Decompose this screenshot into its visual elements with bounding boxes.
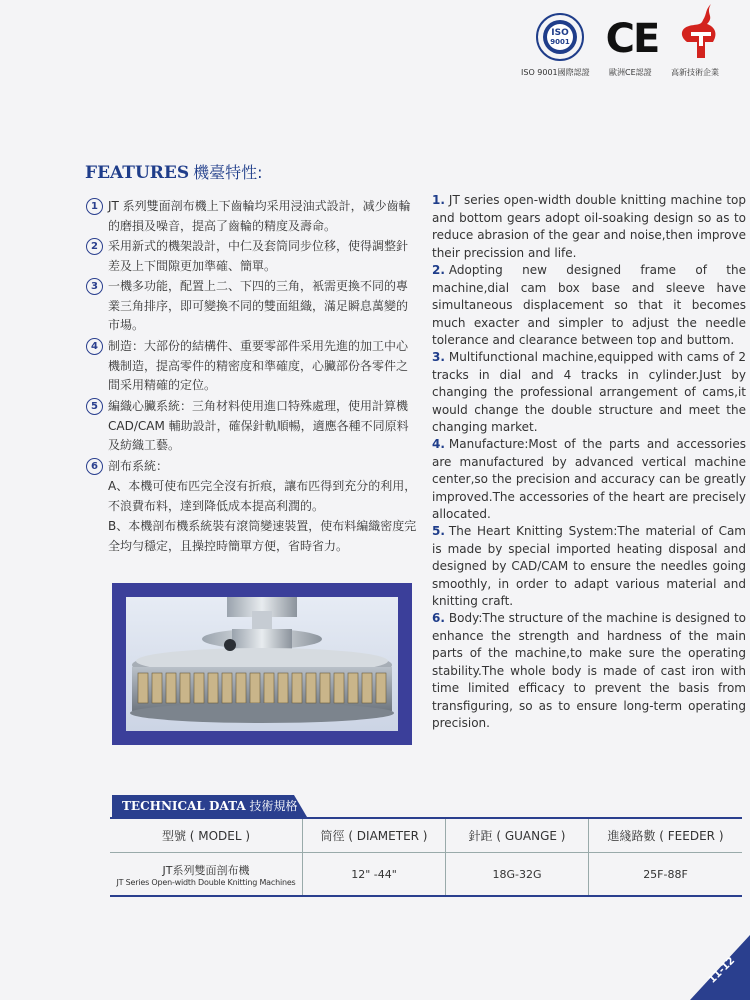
cell-feeder: 25F-88F [589, 853, 743, 897]
zh-feature-4: 4 制造：大部份的結構件、重要零部件采用先進的加工中心機制造，提高零件的精密度和準確度，心臟部份各零件之間采用精確的定位。 [86, 337, 416, 396]
header-model: 型號 ( MODEL ) [110, 818, 303, 853]
cell-diameter: 12" -44" [303, 853, 446, 897]
features-heading [85, 160, 263, 183]
zh-feature-2: 2 采用新式的機架設計，中仁及套筒同步位移，使得調整針差及上下間隙更加準確、簡單。 [86, 237, 416, 276]
high-tech-enterprise-logo-icon [675, 2, 725, 62]
zh-feature-6: 6 剖布系統： [86, 457, 416, 477]
cell-model: JT系列雙面剖布機 JT Series Open-width Double Knitting Machines [110, 853, 303, 897]
iso-cert-label: ISO 9001國際認證 [521, 68, 590, 77]
zh-feature-6b: B、本機剖布機系統裝有滾筒變速裝置，使布料編織密度完全均勻穩定，且操控時簡單方便，省時省力。 [108, 519, 417, 553]
svg-text:9001: 9001 [550, 38, 570, 46]
zh-feature-5: 5 編織心臟系統：三角材料使用進口特殊處理，使用計算機 CAD/CAM 輔助設計，確保針軌順暢，適應各種不同原料及紡織工藝。 [86, 397, 416, 456]
knitting-machine-photo [112, 583, 412, 745]
en-feature-3: 3. Multifunctional machine,equipped with cams of 2 tracks in dial and 4 tracks in cylinder.Just by changing the professional arrangement of cams,it would change the double structure and meet the changing market. [432, 350, 746, 434]
header-diameter: 筒徑 ( DIAMETER ) [303, 818, 446, 853]
svg-text:CE: CE [605, 16, 659, 62]
en-feature-4: 4. Manufacture:Most of the parts and accessories are manufactured by advanced vertical machine center,so the precision and accuracy can be greatly improved.The accessories of the heart are precisely allocated. [432, 437, 746, 521]
table-row [110, 853, 742, 897]
features-title-en: FEATURES [85, 163, 190, 183]
en-feature-2: 2. Adopting new designed frame of the machine,dial cam box base and sleeve have simultaneous displacement so that it becomes much exacter and simpler to adjust the needle tolerance and clearance between top and buttom. [432, 263, 746, 347]
zh-feature-1: 1 JT 系列雙面剖布機上下齒輪均采用浸油式設計，减少齒輪的磨損及噪音，提高了齒輪的精度及壽命。 [86, 197, 416, 236]
spec-table-header [110, 818, 742, 853]
en-feature-6: 6. Body:The structure of the machine is designed to enhance the strength and hardness of the main parts of the machine,to make sure the operating stability.The whole body is made of cast iron with time limited efficacy to prevent the basis from transfiguring, so as to ensure long-term operating precision. [432, 611, 746, 730]
page-number: 11-12 [706, 955, 738, 986]
en-feature-1: 1. JT series open-width double knitting machine top and bottom gears adopt oil-soaking design so as to reduce abrasion of the gear and noise,then improve their precission and life. [432, 193, 746, 260]
ce-mark-icon [603, 12, 661, 62]
ce-cert-label: 歐洲CE認證 [609, 68, 652, 77]
hightech-cert-label: 高新技術企業 [671, 68, 719, 77]
header-feeder: 進綫路數 ( FEEDER ) [607, 829, 724, 843]
iso-9001-seal-icon [535, 12, 585, 62]
zh-feature-3: 3 一機多功能，配置上二、下四的三角，衹需更換不同的專業三角排序，即可變換不同的雙面組織，滿足瞬息萬變的市場。 [86, 277, 416, 336]
svg-text:ISO: ISO [551, 28, 569, 38]
technical-data-title: TECHNICAL DATA 技術規格 [122, 799, 298, 813]
header-gauge: 針距 ( GUANGE ) [446, 818, 589, 853]
spec-table [110, 817, 742, 897]
zh-feature-6a: A、本機可使布匹完全沒有折痕，讓布匹得到充分的利用，不浪費布料，達到降低成本提高利潤的。 [108, 479, 417, 513]
cell-gauge: 18G-32G [446, 853, 589, 897]
en-feature-5: 5. The Heart Knitting System:The material of Cam is made by special imported heating disposal and designed by CAD/CAM to ensure the needles going smoothly, in order to adapt various material and knitting craft. [432, 524, 746, 608]
features-title-zh: 機臺特性: [193, 163, 263, 182]
